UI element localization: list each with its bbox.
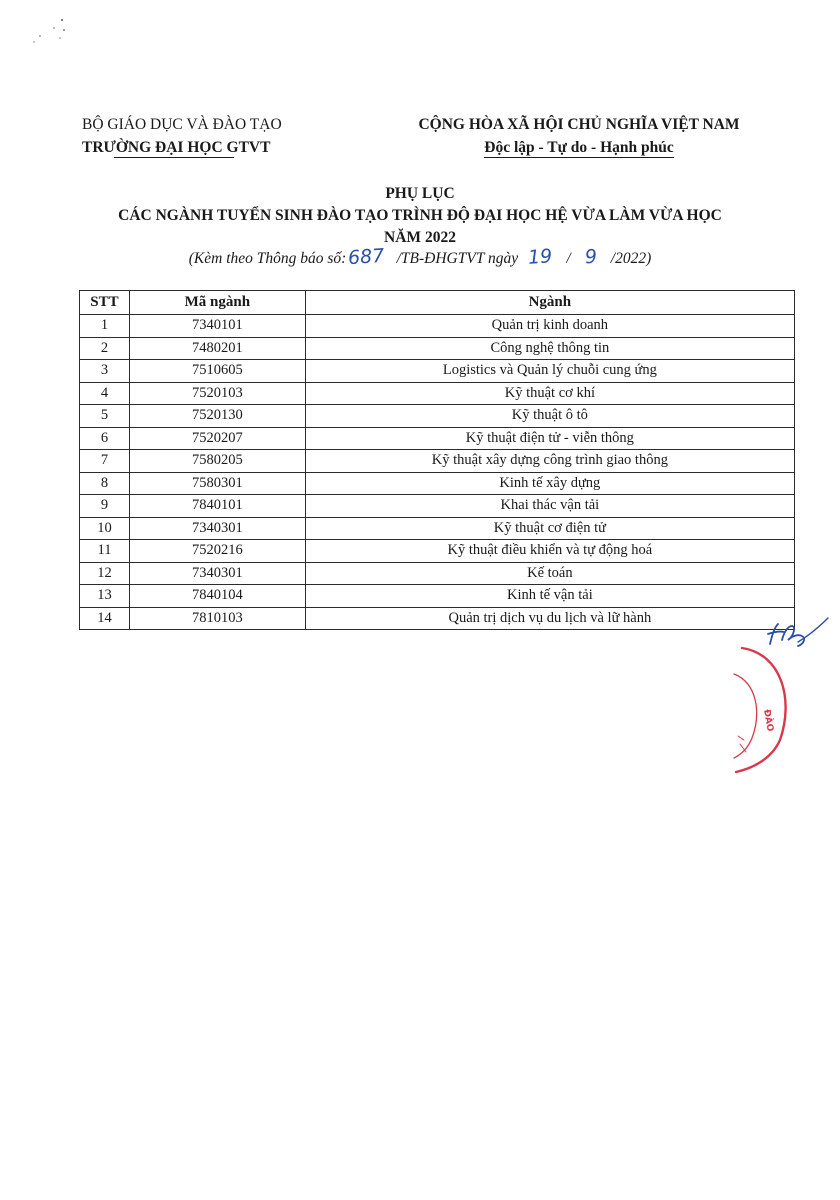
table-row: [80, 427, 795, 450]
stt-cell: 10: [80, 517, 130, 540]
handwritten-month: 9: [583, 245, 598, 269]
document-title: [60, 183, 780, 249]
university-underline: [114, 157, 234, 158]
table-header-row: [80, 291, 795, 315]
major-cell: Kỹ thuật điều khiển và tự động hoá: [305, 540, 794, 563]
stt-cell: 2: [80, 337, 130, 360]
header-major-name: Ngành: [305, 291, 794, 315]
table-row: [80, 562, 795, 585]
handwritten-notice-number: 687: [347, 244, 386, 270]
code-cell: 7580301: [129, 472, 305, 495]
stt-cell: 9: [80, 495, 130, 518]
issuer-header: [82, 113, 282, 159]
stt-cell: 11: [80, 540, 130, 563]
table-row: [80, 517, 795, 540]
table-row: [80, 337, 795, 360]
major-cell: Kỹ thuật ô tô: [305, 405, 794, 428]
code-cell: 7480201: [129, 337, 305, 360]
major-cell: Kỹ thuật cơ điện tử: [305, 517, 794, 540]
code-cell: 7840101: [129, 495, 305, 518]
code-cell: 7510605: [129, 360, 305, 383]
reference-year: /2022): [610, 250, 652, 267]
table-row: [80, 607, 795, 630]
national-header: [388, 113, 770, 159]
code-cell: 7810103: [129, 607, 305, 630]
table-row: [80, 450, 795, 473]
table-row: [80, 540, 795, 563]
code-cell: 7520207: [129, 427, 305, 450]
table-row: [80, 405, 795, 428]
code-cell: 7340301: [129, 562, 305, 585]
major-cell: Khai thác vận tải: [305, 495, 794, 518]
table-row: [80, 472, 795, 495]
stt-cell: 14: [80, 607, 130, 630]
handwritten-day: 19: [527, 245, 554, 269]
code-cell: 7520103: [129, 382, 305, 405]
header-major-code: Mã ngành: [129, 291, 305, 315]
stt-cell: 3: [80, 360, 130, 383]
scan-specks: [30, 16, 80, 56]
major-cell: Kinh tế xây dựng: [305, 472, 794, 495]
stt-cell: 1: [80, 315, 130, 338]
national-motto: Độc lập - Tự do - Hạnh phúc: [484, 139, 674, 156]
code-cell: 7340101: [129, 315, 305, 338]
stt-cell: 5: [80, 405, 130, 428]
university-seal: [722, 640, 840, 780]
university-name: TRƯỜNG ĐẠI HỌC GTVT: [82, 139, 271, 156]
stt-cell: 12: [80, 562, 130, 585]
reference-code: /TB-ĐHGTVT ngày: [396, 250, 519, 267]
table-row: [80, 382, 795, 405]
table-row: [80, 585, 795, 608]
major-cell: Kỹ thuật xây dựng công trình giao thông: [305, 450, 794, 473]
code-cell: 7340301: [129, 517, 305, 540]
code-cell: 7520216: [129, 540, 305, 563]
title-line-3: NĂM 2022: [384, 229, 456, 246]
table-row: [80, 360, 795, 383]
code-cell: 7580205: [129, 450, 305, 473]
code-cell: 7840104: [129, 585, 305, 608]
major-cell: Kế toán: [305, 562, 794, 585]
seal-text: ĐÀO: [761, 708, 775, 733]
stt-cell: 8: [80, 472, 130, 495]
major-cell: Quản trị dịch vụ du lịch và lữ hành: [305, 607, 794, 630]
reference-prefix: (Kèm theo Thông báo số:: [188, 250, 347, 267]
republic-name: CỘNG HÒA XÃ HỘI CHỦ NGHĨA VIỆT NAM: [418, 116, 740, 133]
major-cell: Kỹ thuật cơ khí: [305, 382, 794, 405]
code-cell: 7520130: [129, 405, 305, 428]
title-line-2: CÁC NGÀNH TUYỂN SINH ĐÀO TẠO TRÌNH ĐỘ ĐẠI HỌC HỆ VỪA LÀM VỪA HỌC: [118, 207, 722, 224]
ministry-name: BỘ GIÁO DỤC VÀ ĐÀO TẠO: [82, 116, 282, 133]
stt-cell: 13: [80, 585, 130, 608]
major-cell: Logistics và Quản lý chuỗi cung ứng: [305, 360, 794, 383]
table-row: [80, 315, 795, 338]
title-line-1: PHỤ LỤC: [385, 185, 455, 202]
header-stt: STT: [80, 291, 130, 315]
major-cell: Kinh tế vận tải: [305, 585, 794, 608]
stt-cell: 7: [80, 450, 130, 473]
major-cell: Công nghệ thông tin: [305, 337, 794, 360]
reference-note: [60, 246, 780, 270]
table-row: [80, 495, 795, 518]
stt-cell: 4: [80, 382, 130, 405]
date-separator: /: [566, 250, 571, 267]
major-cell: Kỹ thuật điện tử - viễn thông: [305, 427, 794, 450]
majors-table: [79, 290, 795, 630]
stt-cell: 6: [80, 427, 130, 450]
major-cell: Quản trị kinh doanh: [305, 315, 794, 338]
